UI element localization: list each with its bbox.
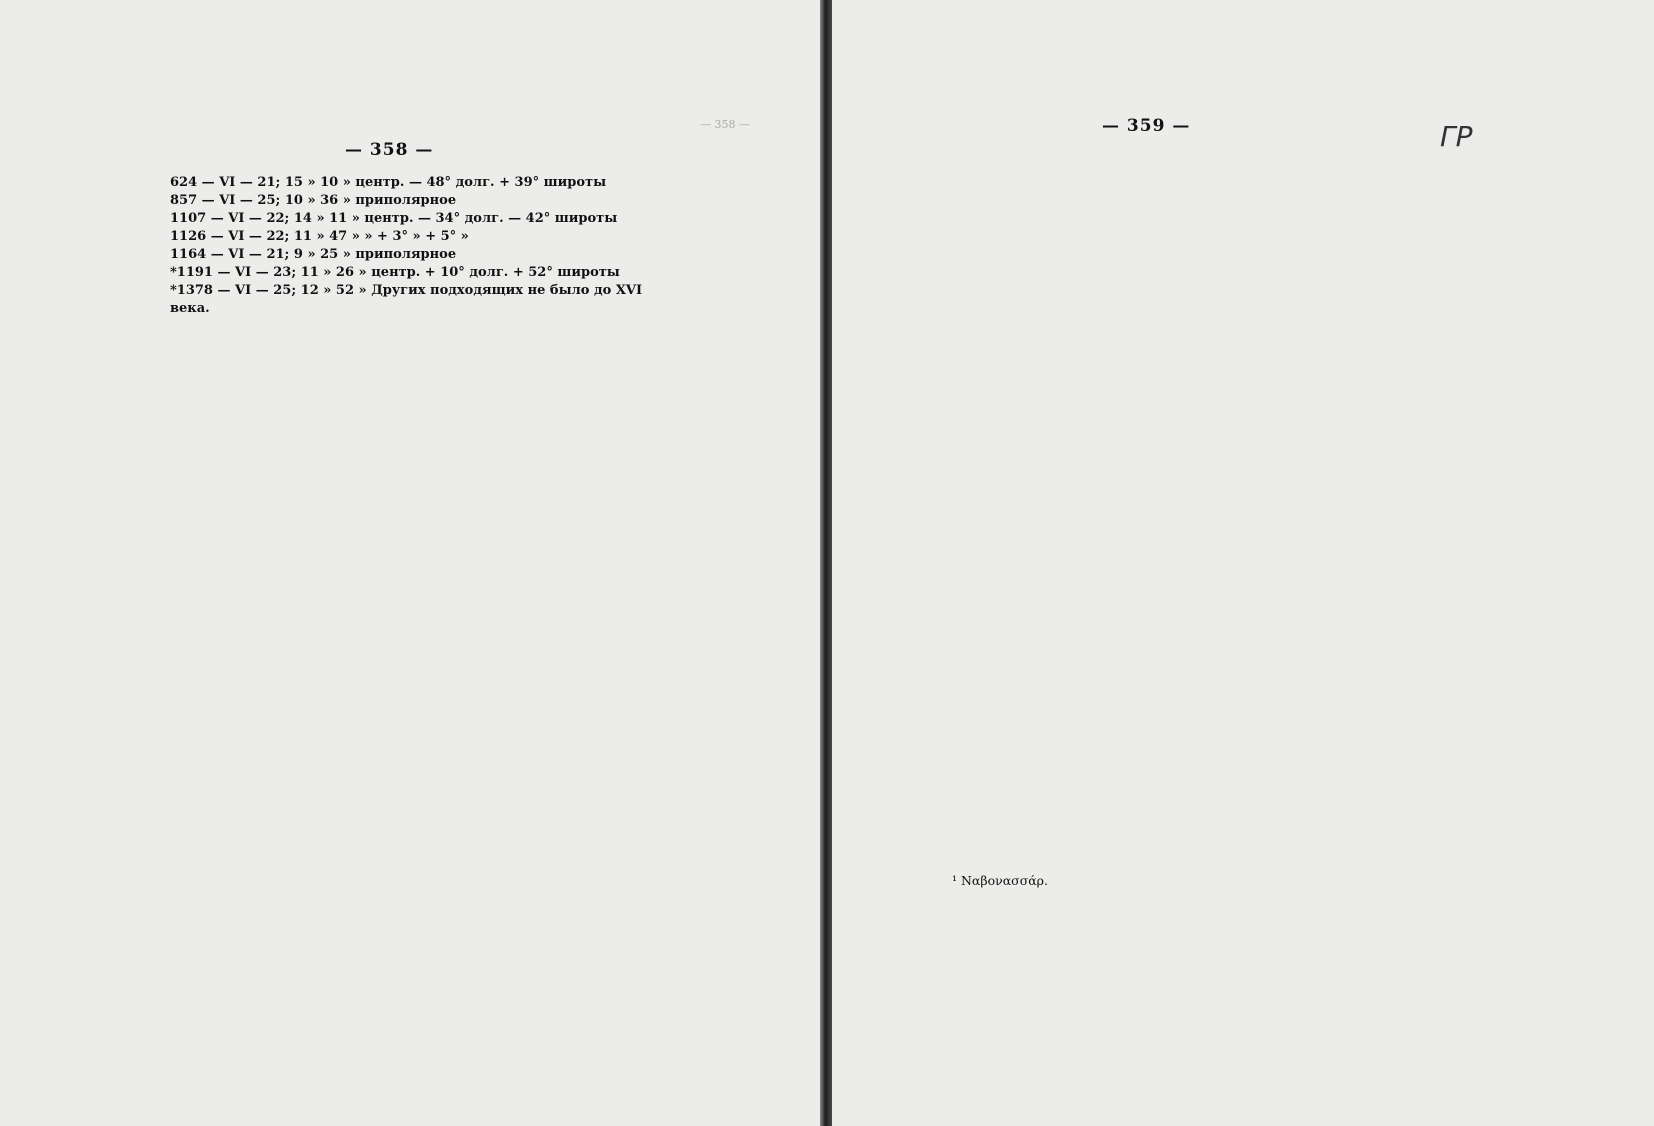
eclipse-table (170, 174, 650, 318)
table-row: *1378 — VI — 25; 12 » 52 » Других подходящих не было до XVI века. (170, 283, 643, 316)
table-row: 1164 — VI — 21; 9 » 25 » приполярное (170, 247, 457, 262)
footnotes (952, 872, 1512, 889)
table-row: 1126 — VI — 22; 11 » 47 » » + 3° » + 5° » (170, 229, 469, 244)
left-page (0, 0, 820, 1126)
table-row: *1191 — VI — 23; 11 » 26 » центр. + 10° долг. + 52° широты (170, 265, 620, 280)
bleed-through-text: — 358 — (700, 118, 750, 131)
right-page (832, 0, 1654, 1126)
table-row: 1107 — VI — 22; 14 » 11 » центр. — 34° долг. — 42° широты (170, 211, 618, 226)
table-row: 624 — VI — 21; 15 » 10 » центр. — 48° долг. + 39° широты (170, 175, 607, 190)
footnote-1: ¹ Ναβονασσάρ. (952, 873, 1048, 888)
page-number-left: — 358 — (345, 140, 434, 160)
book-gutter (820, 0, 832, 1126)
pencil-note-gr: ГР (1440, 120, 1473, 153)
table-row: 857 — VI — 25; 10 » 36 » приполярное (170, 193, 457, 208)
page-number-right: — 359 — (1102, 116, 1191, 136)
